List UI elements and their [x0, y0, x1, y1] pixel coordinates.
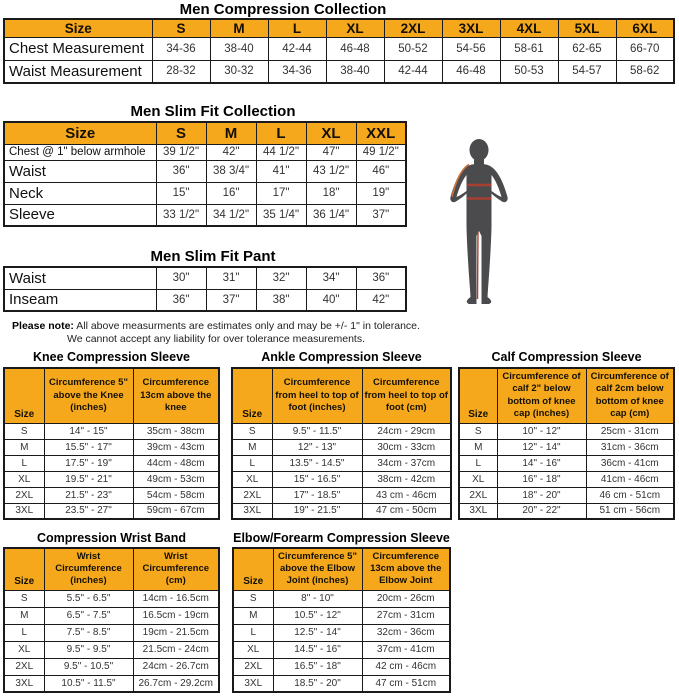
table-row	[459, 455, 674, 471]
cell-value: 34-36	[152, 37, 210, 60]
table-row	[233, 607, 450, 624]
column-header: L	[268, 19, 326, 37]
cell-value: 62-65	[558, 37, 616, 60]
column-header: M	[210, 19, 268, 37]
ankle-sleeve-title: Ankle Compression Sleeve	[261, 350, 422, 364]
cell-value: 9.5" - 9.5"	[44, 641, 133, 658]
row-label: 2XL	[233, 658, 273, 675]
table-row	[4, 675, 219, 692]
cell-value: 28-32	[152, 60, 210, 83]
cell-value: 43 cm - 46cm	[362, 487, 451, 503]
column-header: XL	[306, 122, 356, 144]
cell-value: 47 cm - 50cm	[362, 503, 451, 519]
tolerance-note-label: Please note:	[12, 320, 74, 332]
row-label: 3XL	[459, 503, 497, 519]
table-row	[232, 471, 451, 487]
table-row	[233, 675, 450, 692]
cell-value: 46-48	[442, 60, 500, 83]
table-row	[233, 624, 450, 641]
cell-value: 6.5" - 7.5"	[44, 607, 133, 624]
cell-value: 12" - 13"	[272, 439, 362, 455]
cell-value: 36"	[156, 160, 206, 182]
row-label: Inseam	[4, 289, 156, 311]
cell-value: 16"	[206, 182, 256, 204]
cell-value: 7.5" - 8.5"	[44, 624, 133, 641]
men-slim-fit-collection-table	[3, 121, 407, 227]
tolerance-note-line1: All above measurments are estimates only and may be +/- 1" in tolerance.	[73, 320, 420, 332]
cell-value: 50-53	[500, 60, 558, 83]
cell-value: 35 1/4"	[256, 204, 306, 226]
men-slim-fit-pant-title: Men Slim Fit Pant	[150, 248, 276, 265]
header-row	[459, 368, 674, 423]
cell-value: 50-52	[384, 37, 442, 60]
row-label: M	[233, 607, 273, 624]
cell-value: 36cm - 41cm	[586, 455, 674, 471]
column-header: Size	[459, 368, 497, 423]
cell-value: 20cm - 26cm	[362, 590, 450, 607]
cell-value: 30cm - 33cm	[362, 439, 451, 455]
knee-sleeve-title: Knee Compression Sleeve	[32, 350, 190, 364]
cell-value: 44 1/2"	[256, 144, 306, 160]
elbow-forearm-title: Elbow/Forearm Compression Sleeve	[233, 531, 450, 545]
table-row	[233, 641, 450, 658]
cell-value: 39 1/2"	[156, 144, 206, 160]
row-label: L	[4, 624, 44, 641]
cell-value: 10.5" - 12"	[273, 607, 362, 624]
row-label: Chest Measurement	[4, 37, 152, 60]
wrist-band-table	[3, 547, 220, 693]
cell-value: 21.5cm - 24cm	[133, 641, 219, 658]
cell-value: 58-61	[500, 37, 558, 60]
cell-value: 35cm - 38cm	[133, 423, 219, 439]
row-label: 3XL	[232, 503, 272, 519]
column-header: Wrist Circumference (cm)	[133, 548, 219, 590]
column-header: Circumference 13cm above the knee	[133, 368, 219, 423]
cell-value: 47 cm - 51cm	[362, 675, 450, 692]
cell-value: 8" - 10"	[273, 590, 362, 607]
table-row	[4, 607, 219, 624]
cell-value: 37"	[356, 204, 406, 226]
row-label: 3XL	[4, 675, 44, 692]
cell-value: 15.5" - 17"	[44, 439, 133, 455]
cell-value: 32"	[256, 267, 306, 289]
row-label: XL	[4, 471, 44, 487]
cell-value: 34cm - 37cm	[362, 455, 451, 471]
table-row	[232, 503, 451, 519]
row-label: 2XL	[4, 487, 44, 503]
cell-value: 46"	[356, 160, 406, 182]
cell-value: 38 3/4"	[206, 160, 256, 182]
cell-value: 47"	[306, 144, 356, 160]
row-label: Neck	[4, 182, 156, 204]
cell-value: 18"	[306, 182, 356, 204]
cell-value: 26.7cm - 29.2cm	[133, 675, 219, 692]
column-header: Circumference from heel to top of foot (inches)	[272, 368, 362, 423]
table-row	[232, 439, 451, 455]
column-header: Size	[233, 548, 273, 590]
column-header: 6XL	[616, 19, 674, 37]
cell-value: 27cm - 31cm	[362, 607, 450, 624]
cell-value: 51 cm - 56cm	[586, 503, 674, 519]
column-header: Size	[4, 19, 152, 37]
cell-value: 34"	[306, 267, 356, 289]
cell-value: 49 1/2"	[356, 144, 406, 160]
column-header: Circumference from heel to top of foot (cm)	[362, 368, 451, 423]
row-label: XL	[232, 471, 272, 487]
cell-value: 12.5" - 14"	[273, 624, 362, 641]
row-label: 3XL	[4, 503, 44, 519]
header-row	[4, 19, 674, 37]
cell-value: 43 1/2"	[306, 160, 356, 182]
cell-value: 20" - 22"	[497, 503, 586, 519]
cell-value: 5.5" - 6.5"	[44, 590, 133, 607]
row-label: Waist	[4, 267, 156, 289]
cell-value: 23.5" - 27"	[44, 503, 133, 519]
men-compression-collection-title: Men Compression Collection	[179, 1, 387, 18]
row-label: 2XL	[232, 487, 272, 503]
cell-value: 25cm - 31cm	[586, 423, 674, 439]
row-label: L	[459, 455, 497, 471]
cell-value: 14" - 16"	[497, 455, 586, 471]
cell-value: 49cm - 53cm	[133, 471, 219, 487]
cell-value: 46-48	[326, 37, 384, 60]
cell-value: 42-44	[268, 37, 326, 60]
row-label: L	[232, 455, 272, 471]
cell-value: 41"	[256, 160, 306, 182]
table-row	[4, 160, 406, 182]
cell-value: 17"	[256, 182, 306, 204]
men-slim-fit-pant-table	[3, 266, 407, 312]
column-header: L	[256, 122, 306, 144]
cell-value: 17.5" - 19"	[44, 455, 133, 471]
table-row	[459, 503, 674, 519]
cell-value: 9.5" - 10.5"	[44, 658, 133, 675]
row-label: M	[4, 439, 44, 455]
column-header: Circumference 5" above the Elbow Joint (inches)	[273, 548, 362, 590]
cell-value: 42 cm - 46cm	[362, 658, 450, 675]
column-header: XL	[326, 19, 384, 37]
elbow-forearm-table	[232, 547, 451, 693]
column-header: 5XL	[558, 19, 616, 37]
cell-value: 38-40	[210, 37, 268, 60]
cell-value: 9.5" - 11.5"	[272, 423, 362, 439]
table-row	[232, 423, 451, 439]
cell-value: 38"	[256, 289, 306, 311]
table-row	[232, 487, 451, 503]
header-row	[4, 122, 406, 144]
cell-value: 36 1/4"	[306, 204, 356, 226]
cell-value: 10" - 12"	[497, 423, 586, 439]
table-row	[4, 144, 406, 160]
cell-value: 31"	[206, 267, 256, 289]
table-row	[4, 658, 219, 675]
row-label: S	[459, 423, 497, 439]
calf-sleeve-table	[458, 367, 675, 520]
row-label: S	[4, 590, 44, 607]
table-row	[233, 590, 450, 607]
column-header: S	[156, 122, 206, 144]
cell-value: 13.5" - 14.5"	[272, 455, 362, 471]
cell-value: 32cm - 36cm	[362, 624, 450, 641]
row-label: Chest @ 1" below armhole	[4, 144, 156, 160]
cell-value: 16.5cm - 19cm	[133, 607, 219, 624]
column-header: Circumference of calf 2" below bottom of knee cap (inches)	[497, 368, 586, 423]
ankle-sleeve-table	[231, 367, 452, 520]
column-header: Wrist Circumference (inches)	[44, 548, 133, 590]
tolerance-note-line2: We cannot accept any liability for over tolerance measurements.	[66, 332, 366, 345]
table-row	[4, 471, 219, 487]
cell-value: 37cm - 41cm	[362, 641, 450, 658]
row-label: M	[4, 607, 44, 624]
cell-value: 42-44	[384, 60, 442, 83]
row-label: XL	[4, 641, 44, 658]
cell-value: 12" - 14"	[497, 439, 586, 455]
cell-value: 38cm - 42cm	[362, 471, 451, 487]
row-label: S	[232, 423, 272, 439]
column-header: Size	[4, 548, 44, 590]
column-header: XXL	[356, 122, 406, 144]
cell-value: 21.5" - 23"	[44, 487, 133, 503]
cell-value: 10.5" - 11.5"	[44, 675, 133, 692]
table-row	[4, 487, 219, 503]
cell-value: 34-36	[268, 60, 326, 83]
cell-value: 24cm - 29cm	[362, 423, 451, 439]
men-compression-collection-table	[3, 18, 675, 84]
table-row	[4, 60, 674, 83]
cell-value: 54-56	[442, 37, 500, 60]
cell-value: 42"	[356, 289, 406, 311]
header-row	[4, 368, 219, 423]
cell-value: 17" - 18.5"	[272, 487, 362, 503]
column-header: 2XL	[384, 19, 442, 37]
row-label: 2XL	[4, 658, 44, 675]
table-row	[4, 503, 219, 519]
cell-value: 59cm - 67cm	[133, 503, 219, 519]
cell-value: 37"	[206, 289, 256, 311]
row-label: Sleeve	[4, 204, 156, 226]
cell-value: 46 cm - 51cm	[586, 487, 674, 503]
cell-value: 16" - 18"	[497, 471, 586, 487]
cell-value: 39cm - 43cm	[133, 439, 219, 455]
cell-value: 18.5" - 20"	[273, 675, 362, 692]
table-row	[459, 439, 674, 455]
cell-value: 24cm - 26.7cm	[133, 658, 219, 675]
header-row	[4, 548, 219, 590]
cell-value: 14cm - 16.5cm	[133, 590, 219, 607]
wrist-band-title: Compression Wrist Band	[36, 531, 187, 545]
cell-value: 44cm - 48cm	[133, 455, 219, 471]
row-label: XL	[459, 471, 497, 487]
cell-value: 54-57	[558, 60, 616, 83]
cell-value: 41cm - 46cm	[586, 471, 674, 487]
table-row	[4, 182, 406, 204]
table-row	[4, 624, 219, 641]
row-label: M	[459, 439, 497, 455]
knee-sleeve-table	[3, 367, 220, 520]
tolerance-note	[0, 320, 432, 346]
header-row	[232, 368, 451, 423]
column-header: Circumference 13cm above the Elbow Joint	[362, 548, 450, 590]
cell-value: 66-70	[616, 37, 674, 60]
column-header: Size	[4, 122, 156, 144]
cell-value: 34 1/2"	[206, 204, 256, 226]
column-header: 4XL	[500, 19, 558, 37]
cell-value: 18" - 20"	[497, 487, 586, 503]
cell-value: 42"	[206, 144, 256, 160]
row-label: Waist	[4, 160, 156, 182]
column-header: Circumference of calf 2cm below bottom of knee cap (cm)	[586, 368, 674, 423]
cell-value: 38-40	[326, 60, 384, 83]
cell-value: 19" - 21.5"	[272, 503, 362, 519]
table-row	[4, 37, 674, 60]
cell-value: 16.5" - 18"	[273, 658, 362, 675]
row-label: S	[4, 423, 44, 439]
cell-value: 40"	[306, 289, 356, 311]
calf-sleeve-title: Calf Compression Sleeve	[491, 350, 642, 364]
table-row	[4, 267, 406, 289]
cell-value: 15"	[156, 182, 206, 204]
table-row	[4, 455, 219, 471]
table-row	[4, 641, 219, 658]
cell-value: 36"	[356, 267, 406, 289]
cell-value: 14.5" - 16"	[273, 641, 362, 658]
row-label: M	[232, 439, 272, 455]
cell-value: 33 1/2"	[156, 204, 206, 226]
table-row	[459, 471, 674, 487]
row-label: XL	[233, 641, 273, 658]
row-label: S	[233, 590, 273, 607]
cell-value: 30-32	[210, 60, 268, 83]
man-silhouette	[444, 139, 514, 309]
cell-value: 19"	[356, 182, 406, 204]
row-label: 3XL	[233, 675, 273, 692]
table-row	[4, 590, 219, 607]
header-row	[233, 548, 450, 590]
cell-value: 36"	[156, 289, 206, 311]
table-row	[4, 289, 406, 311]
cell-value: 19.5" - 21"	[44, 471, 133, 487]
table-row	[4, 204, 406, 226]
table-row	[459, 423, 674, 439]
row-label: 2XL	[459, 487, 497, 503]
cell-value: 14" - 15"	[44, 423, 133, 439]
cell-value: 54cm - 58cm	[133, 487, 219, 503]
row-label: Waist Measurement	[4, 60, 152, 83]
column-header: M	[206, 122, 256, 144]
cell-value: 31cm - 36cm	[586, 439, 674, 455]
cell-value: 19cm - 21.5cm	[133, 624, 219, 641]
table-row	[232, 455, 451, 471]
column-header: Circumference 5" above the Knee (inches)	[44, 368, 133, 423]
column-header: Size	[232, 368, 272, 423]
table-row	[459, 487, 674, 503]
table-row	[233, 658, 450, 675]
row-label: L	[4, 455, 44, 471]
column-header: 3XL	[442, 19, 500, 37]
cell-value: 30"	[156, 267, 206, 289]
column-header: S	[152, 19, 210, 37]
men-slim-fit-collection-title: Men Slim Fit Collection	[130, 103, 296, 120]
inseam-measure-line	[478, 232, 479, 299]
row-label: L	[233, 624, 273, 641]
column-header: Size	[4, 368, 44, 423]
table-row	[4, 439, 219, 455]
table-row	[4, 423, 219, 439]
cell-value: 58-62	[616, 60, 674, 83]
cell-value: 15" - 16.5"	[272, 471, 362, 487]
